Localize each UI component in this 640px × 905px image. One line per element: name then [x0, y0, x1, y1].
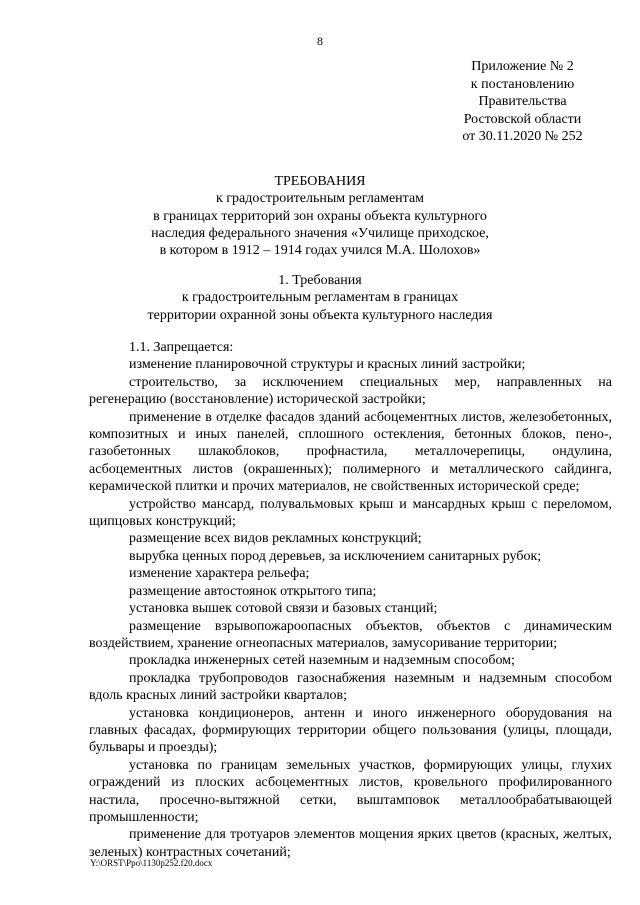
list-item: изменение характера рельефа; — [129, 566, 310, 582]
list-item: вырубка ценных пород деревьев, за исключением санитарных рубок; — [129, 548, 542, 564]
list-item: размещение автостоянок открытого типа; — [129, 583, 377, 599]
list-item: строительство, за исключением специальных мер, направленных на регенерацию (восстановление) исторической застройки; — [89, 374, 612, 408]
list-item: применение для тротуаров элементов мощения ярких цветов (красных, желтых, зеленых) контрастных сочетаний; — [89, 827, 612, 860]
title-line: наследия федерального значения «Училище приходское, — [151, 225, 489, 241]
annex-line: от 30.11.2020 № 252 — [462, 129, 583, 144]
section-heading-line: 1. Требования — [278, 273, 362, 288]
section-heading-line: территории охранной зоны объекта культурного наследия — [147, 307, 493, 323]
list-item: установка вышек сотовой связи и базовых станций; — [129, 601, 438, 617]
list-item: применение в отделке фасадов зданий асбоцементных листов, железобетонных, композитных и иных панелей, сплошного остекления, бетонных блоков, пено-, газобетонных шлакоблоков, профнастила, металлочерепицы, ондулина, асбоцементных листов (окрашенных); полимерного и металлического сайдинга, керамической плитки и прочих материалов, не свойственных исторической среде; — [89, 409, 612, 495]
section-heading-line: к градостроительным регламентам в границах — [181, 290, 459, 306]
document-title — [60, 173, 580, 259]
page-number: 8 — [317, 34, 323, 48]
subsection-heading: 1.1. Запрещается: — [129, 340, 234, 355]
list-item: размещение взрывопожароопасных объектов, объектов с динамическим воздействием, хранение огнеопасных материалов, замусоривание территории; — [89, 618, 612, 651]
list-item: изменение планировочной структуры и красных линий застройки; — [129, 357, 526, 373]
annex-line: к постановлению — [470, 76, 575, 92]
annex-line: Ростовской области — [463, 111, 582, 127]
title-line: к градостроительным регламентам — [215, 191, 425, 207]
list-item: устройство мансард, полувальмовых крыш и мансардных крыш с переломом, щипцовых конструкций; — [89, 496, 612, 530]
list-item: размещение всех видов рекламных конструкций; — [129, 531, 422, 547]
section-heading — [60, 272, 580, 324]
annex-block — [430, 58, 615, 146]
list-item: прокладка трубопроводов газоснабжения наземным и надземным способом вдоль красных линий застройки кварталов; — [89, 670, 612, 704]
list-item: установка по границам земельных участков, формирующих улицы, глухих ограждений из плоских асбоцементных листов, кровельного профилированного настила, просечно-вытяжной сетки, выштамповок металлообрабатывающей промышленности; — [89, 757, 612, 825]
title-heading: ТРЕБОВАНИЯ — [274, 174, 366, 189]
title-line: в границах территорий зон охраны объекта культурного — [153, 208, 487, 224]
prohibitions-list — [89, 339, 612, 861]
title-line: в котором в 1912 – 1914 годах учился М.А. Шолохов» — [159, 243, 481, 259]
annex-line: Приложение № 2 — [471, 59, 574, 74]
footer-file-path: Y:\ORST\Ppo\1130p252.f20.docx — [90, 858, 213, 868]
annex-line: Правительства — [478, 94, 567, 109]
list-item: прокладка инженерных сетей наземным и надземным способом; — [129, 653, 515, 669]
list-item: установка кондиционеров, антенн и иного инженерного оборудования на главных фасадах, формирующих территории общего пользования (улицы, площади, бульвары и проезды); — [89, 705, 612, 756]
